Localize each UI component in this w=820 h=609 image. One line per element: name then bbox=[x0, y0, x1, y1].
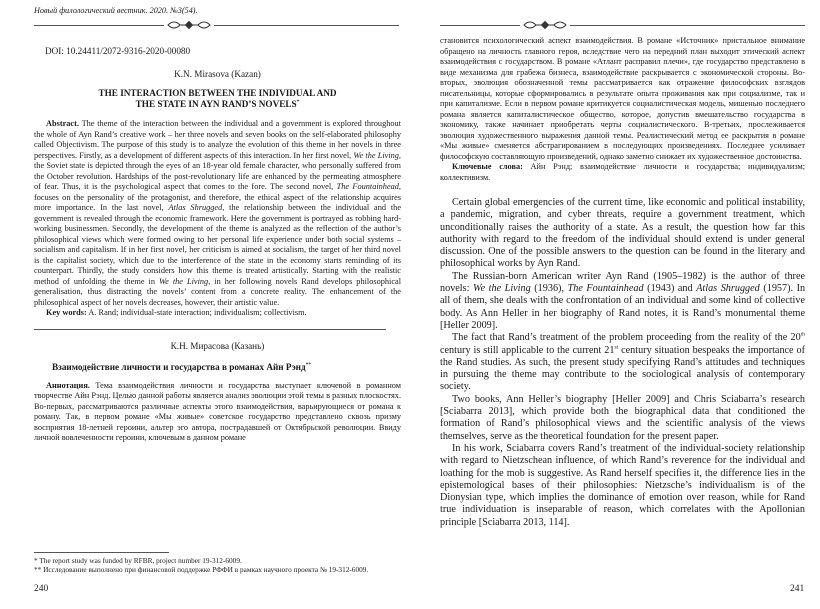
footnotes bbox=[34, 556, 394, 574]
abstract-title-fountainhead: The Fountainhead bbox=[336, 182, 399, 191]
author-en: K.N. Mirasova (Kazan) bbox=[174, 68, 261, 79]
annotation-label: Аннотация. bbox=[46, 380, 90, 390]
article-title-ru bbox=[52, 362, 401, 373]
title-ru-text: Взаимодействие личности и государства в романах Айн Рэнд bbox=[52, 362, 306, 372]
p3-text-c: century situation bespeaks the importance of the Rand studies. As such, the present study specifying Rand’s attitudes and techniques in pursuing the theme may contribute to the sociological analysis of contemporary society. bbox=[440, 344, 806, 393]
annotation-ru-continued: становится психологический аспект взаимодействия. В романе «Источник» пристальное внимание обращено на личность главного героя, вследствие чего на передний план выходит этический аспект взаимодействия с государством. В романе «Атлант расправил плечи», где государство представлено в виде механизма для грабежа бизнеса, взаимодействие раскрывается с экономической стороны. Во-вторых, эволюция обозначенной темы рассматривается как отражение философских взглядов писательницы, которые сформировались в результате опыта проживания как при социализме, так и при капитализме. Если в первом романе критикуется социалистическая модель, мишенью последнего романа является капиталистическое общество, которое, допустив вмешательство государства в экономику, также начинает приобретать черты социалистического. В-третьих, прослеживается эволюция художественного выражения данной темы. Реалистический метод ее раскрытия в романе «Мы живые» сменяется абстрагированием в последующих произведениях. Последнее усиливает философскую составляющую произведений, однако заметно снижает их художественное достоинства. bbox=[440, 36, 805, 161]
abstract-title-atlas-shrugged: Atlas Shrugged bbox=[168, 203, 223, 212]
body-paragraph-1: Certain global emergencies of the current time, like economic and political instability, a pandemic, migration, and cyber threats, require a government treatment, which unconditionally raises the authority of a state. As a result, the question how far this authority with regard to the freedom of the individual should extend is under general discussion. One of the possible answers to the question can be found in the literary and philosophical works by Ayn Rand. bbox=[440, 197, 805, 270]
p2-title-we-the-living: We the Living bbox=[473, 283, 531, 295]
p3-sup-th: th bbox=[800, 331, 805, 338]
footnote-rule bbox=[34, 552, 169, 553]
article-title-en bbox=[34, 88, 401, 110]
p2-title-fountainhead: The Fountainhead bbox=[567, 283, 644, 295]
page-number-left: 240 bbox=[34, 584, 49, 594]
p2-text-c: (1943) and bbox=[647, 283, 693, 295]
left-page-column bbox=[34, 36, 401, 444]
author-ru: К.Н. Мирасова (Казань) bbox=[170, 340, 265, 351]
abstract-text-4: , the relationship between the individual and the government is revealed through the economic framework. Here the government is portrayed as robbing hard-working businessmen. Secondly, the development of the theme is analyzed as the reflection of the author’s philosophical views which were formed owing to her personal life experience under both social systems – socialism and capitalism. If in her first novel, her criticism is aimed at socialism, the target of her third novel is the capitalist society, which due to the interference of the state in the economy starts reminding of its counterpart. Thirdly, the study considers how this theme is treated artistically. Starting with the realistic method of unfolding the theme in bbox=[34, 203, 402, 286]
header-rule-right-b bbox=[570, 25, 805, 26]
header-rule-left-a bbox=[34, 25, 164, 26]
right-page-column bbox=[440, 36, 805, 529]
abstract-text-1: The theme of the interaction between the individual and a government is explored throughout the whole of Ayn Rand’s creative work – her three novels and seven books on the self-elaborated philosophy called Objectivism. The purpose of this study is to analyze the evolution of this theme in her novels in three perspectives. Firstly, as a development of different aspects of this interaction. In her first novel, bbox=[34, 119, 401, 160]
title-en-line2: THE STATE IN AYN RAND’S NOVELS bbox=[135, 99, 297, 109]
keywords-en bbox=[34, 308, 401, 319]
p3-text-a: The fact that Rand’s treatment of the problem proceeding from the reality of the 20 bbox=[452, 332, 801, 344]
abstract-text-3: , focuses on the personality of the protagonist, and therefore, the ethical aspect of the relationship acquires more importance. In the last novel, bbox=[34, 182, 401, 212]
title-ru-footnote-mark: ** bbox=[305, 361, 312, 368]
p2-text-d: (1957). In all of them, she deals with the confrontation of an individual and some kind of collective body. As Ann Heller in her biography of Rand notes, it is Rand’s monumental theme [Heller 2009]. bbox=[440, 283, 806, 331]
body-paragraph-5: In his work, Sciabarra covers Rand’s treatment of the individual-society relationship with regard to Nietzschean influence, of which Rand’s reverence for the individual and loathing for the mob is suggestive. As Rand herself specifies it, the difference lies in the epistemological bases of their philosophies: Nietzsche’s individualism is of the Dionysian type, which implies the dominance of emotion over reason, while for Rand true individuation is inseparable of reason, which correlates with the Apollonian principle [Sciabarra 2013, 114]. bbox=[440, 442, 805, 528]
keywords-ru bbox=[440, 162, 805, 183]
keywords-ru-text: Айн Рэнд; взаимодействие личности и государства; индивидуализм; коллективизм. bbox=[440, 162, 805, 182]
abstract-title-we-the-living: We the Living bbox=[353, 150, 399, 160]
footnote-1: * The report study was funded by RFBR, project number 19-312-6009. bbox=[34, 556, 242, 565]
annotation-ru bbox=[34, 381, 401, 444]
keywords-ru-label: Ключевые слова: bbox=[452, 162, 523, 171]
keywords-text: A. Rand; individual-state interaction; individualism; collectivism. bbox=[88, 308, 307, 317]
annotation-text: Тема взаимодействия личности и государства выступает ключевой в романном творчестве Айн Рэнд. Целью данной работы является анализ эволюции этой темы в разных плоскостях. Во-первых, рассматриваются различные аспекты этого взаимодействия, варьирующиеся от романа к роману. Так, в первом романе «Мы живые» советское государство представлено сквозь призму восприятия 18-летней героини, альтер эго автора, пострадавшей от Октябрьской революции. Ввиду личной вовлеченности героини, ключевым в данном романе bbox=[34, 380, 401, 442]
header-rule-right-a bbox=[440, 25, 520, 26]
body-paragraph-4: Two books, Ann Heller’s biography [Heller 2009] and Chris Sciabarra’s research [Sciabarra 2013], which provide both the biographical data that conditioned the formation of Rand’s philosophical views and the scientific analysis of the views themselves, serve as the theoretical foundation for the present paper. bbox=[440, 393, 805, 442]
abstract-en bbox=[34, 119, 401, 308]
p3-text-b: century is still applicable to the current 21 bbox=[440, 344, 615, 356]
footnote-2: ** Исследование выполнено при финансовой поддержке РФФИ в рамках научного проекта № 19-312-6009. bbox=[34, 565, 369, 574]
abstract-text-2: , the Soviet state is depicted through the eyes of an 18-year old female character, who personally suffered from the October revolution. Hardships of the post-revolutionary life are enhanced by the permeating atmosphere of fear. Thus, it is the psychological aspect that comes to the fore. The second novel, bbox=[34, 150, 401, 191]
page-number-right: 241 bbox=[790, 584, 805, 594]
abstract-title-we-the-living-2: We the Living bbox=[158, 276, 209, 286]
body-paragraph-2 bbox=[440, 271, 805, 332]
running-head: Новый филологический вестник. 2020. №3(54). bbox=[34, 6, 198, 15]
ornament-right bbox=[522, 18, 568, 32]
abstract-label: Abstract. bbox=[46, 119, 79, 128]
title-en-line1: THE INTERACTION BETWEEN THE INDIVIDUAL AND bbox=[98, 88, 337, 98]
doi: DOI: 10.24411/2072-9316-2020-00080 bbox=[45, 46, 191, 56]
body-paragraph-3 bbox=[440, 332, 805, 393]
section-divider bbox=[34, 329, 386, 330]
p3-sup-st: st bbox=[614, 344, 619, 351]
p2-text-a: The Russian-born American writer Ayn Rand (1905–1982) is the author of three novels: bbox=[440, 270, 805, 295]
header-rule-left-b bbox=[214, 25, 399, 26]
abstract-text-5: , in her following novels Rand develops philosophical generalisation, thus distracting the novels’ content from a concrete reality. The enhancement of the philosophical aspect of her novels decreases, however, their artistic value. bbox=[34, 276, 402, 307]
p2-title-atlas-shrugged: Atlas Shrugged bbox=[696, 283, 760, 295]
title-en-footnote-mark: * bbox=[296, 98, 300, 105]
ornament-left bbox=[166, 18, 212, 32]
p2-text-b: (1936), bbox=[534, 283, 564, 295]
keywords-label: Key words: bbox=[46, 308, 87, 317]
